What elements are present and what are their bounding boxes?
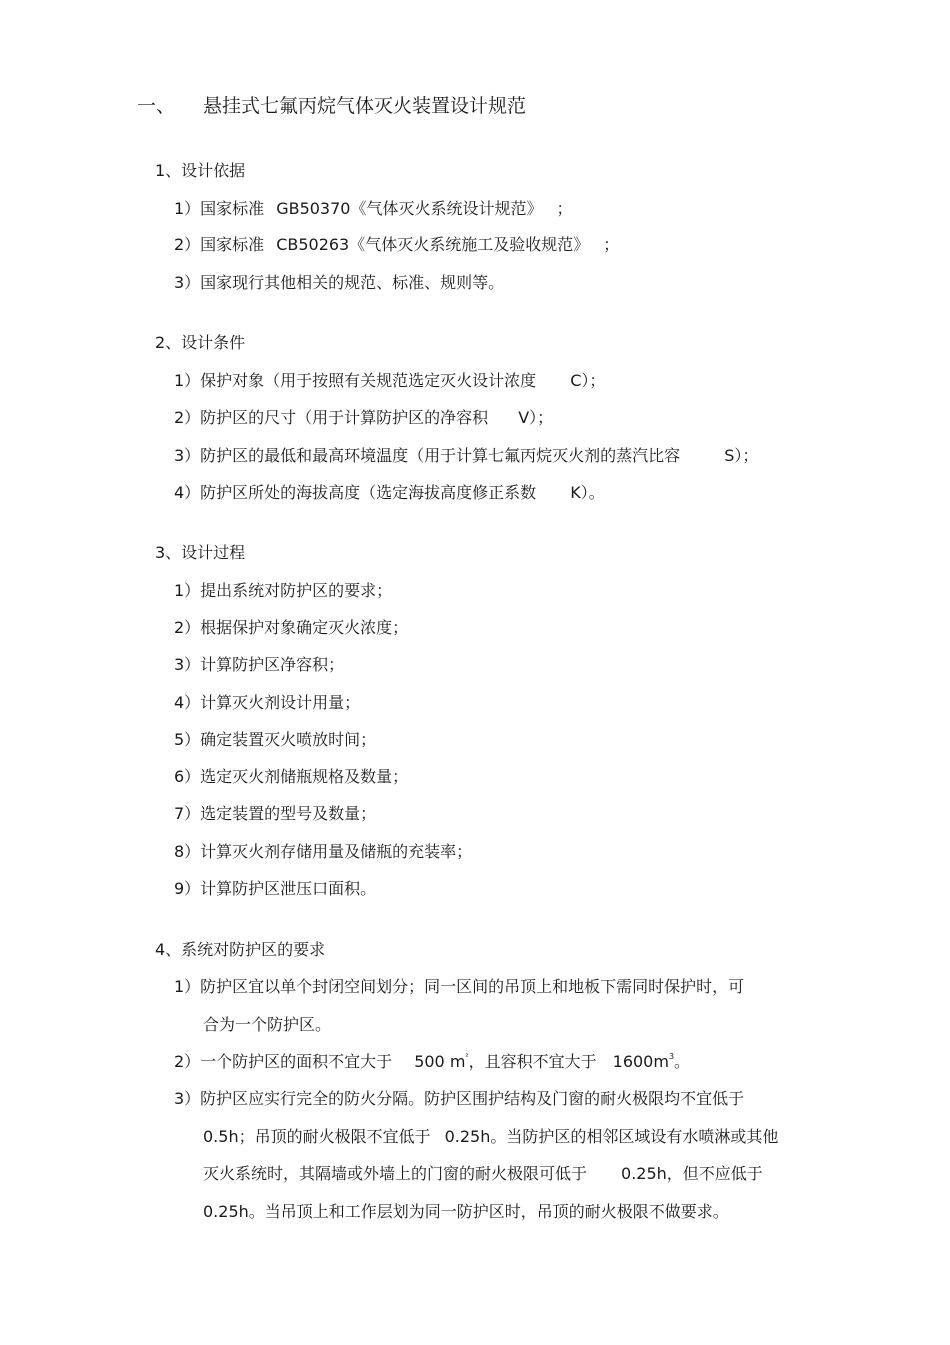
section3-item-9: 9）计算防护区泄压口面积。 bbox=[174, 879, 377, 898]
volume-unit-superscript: 3 bbox=[668, 1052, 675, 1061]
section4-item-3-line-2 bbox=[203, 1125, 778, 1149]
section3-item-5: 5）确定装置灭火喷放时间； bbox=[174, 730, 377, 749]
section3-item-8: 8）计算灭火剂存储用量及储瓶的充装率； bbox=[174, 842, 473, 861]
standard-name: GB50370《气体灭火系统设计规范》 bbox=[276, 199, 543, 218]
area-value: 500 m bbox=[414, 1052, 466, 1071]
section3-item-7: 7）选定装置的型号及数量； bbox=[174, 804, 377, 823]
section2-item-1 bbox=[174, 369, 605, 393]
item-text: 2）一个防护区的面积不宜大于 bbox=[174, 1052, 393, 1071]
document-title bbox=[137, 92, 526, 120]
section1-item-3: 3）国家现行其他相关的规范、标准、规则等。 bbox=[174, 273, 505, 292]
section1-item-1 bbox=[174, 197, 572, 221]
standard-name: CB50263《气体灭火系统施工及验收规范》 bbox=[276, 235, 590, 254]
section4-item-1-line-1: 1）防护区宜以单个封闭空间划分；同一区间的吊顶上和地板下需同时保护时，可 bbox=[174, 977, 745, 996]
item-text: 3）防护区的最低和最高环境温度（用于计算七氟丙烷灭火剂的蒸汽比容 bbox=[174, 446, 681, 465]
section2-item-2 bbox=[174, 406, 553, 430]
item-text: 0.25h，但不应低于 bbox=[621, 1164, 763, 1183]
item-text: ，且容积不宜大于 bbox=[468, 1052, 597, 1071]
item-prefix: 2）国家标准 bbox=[174, 235, 265, 254]
item-text: 灭火系统时，其隔墙或外墙上的门窗的耐火极限可低于 bbox=[203, 1164, 588, 1183]
section3-heading: 3、设计过程 bbox=[155, 543, 246, 562]
area-unit-superscript: ² bbox=[465, 1052, 469, 1061]
item-symbol: K）。 bbox=[570, 483, 605, 502]
item-text: 4）防护区所处的海拔高度（选定海拔高度修正系数 bbox=[174, 483, 537, 502]
item-suffix: 。 bbox=[674, 1052, 691, 1071]
section2-item-4 bbox=[174, 481, 605, 505]
item-text: 0.25h。当防护区的相邻区域设有水喷淋或其他 bbox=[444, 1127, 779, 1146]
item-suffix: ； bbox=[603, 235, 620, 254]
item-text: 0.5h；吊顶的耐火极限不宜低于 bbox=[203, 1127, 431, 1146]
item-text: 1）保护对象（用于按照有关规范选定灭火设计浓度 bbox=[174, 371, 537, 390]
volume-value: 1600m bbox=[612, 1052, 669, 1071]
title-number: 一、 bbox=[137, 95, 176, 117]
section4-item-3-line-4: 0.25h。当吊顶上和工作层划为同一防护区时，吊顶的耐火极限不做要求。 bbox=[203, 1202, 729, 1221]
item-suffix: ； bbox=[556, 199, 573, 218]
section4-item-3-line-1: 3）防护区应实行完全的防火分隔。防护区围护结构及门窗的耐火极限均不宜低于 bbox=[174, 1089, 745, 1108]
title-text: 悬挂式七氟丙烷气体灭火装置设计规范 bbox=[203, 95, 527, 117]
section3-item-3: 3）计算防护区净容积； bbox=[174, 655, 345, 674]
item-symbol: V）； bbox=[518, 408, 554, 427]
item-symbol: S）； bbox=[724, 446, 759, 465]
section3-item-2: 2）根据保护对象确定灭火浓度； bbox=[174, 618, 409, 637]
section3-item-6: 6）选定灭火剂储瓶规格及数量； bbox=[174, 767, 409, 786]
section4-item-2 bbox=[174, 1050, 690, 1074]
section4-heading: 4、系统对防护区的要求 bbox=[155, 940, 326, 959]
section4-item-3-line-3 bbox=[203, 1162, 763, 1186]
item-text: 2）防护区的尺寸（用于计算防护区的净容积 bbox=[174, 408, 489, 427]
section3-item-1: 1）提出系统对防护区的要求； bbox=[174, 581, 393, 600]
section4-item-1-line-2: 合为一个防护区。 bbox=[203, 1015, 332, 1034]
section2-heading: 2、设计条件 bbox=[155, 333, 246, 352]
section2-item-3 bbox=[174, 444, 758, 468]
item-symbol: C）； bbox=[570, 371, 606, 390]
section3-item-4: 4）计算灭火剂设计用量； bbox=[174, 693, 361, 712]
section1-item-2 bbox=[174, 233, 619, 257]
item-prefix: 1）国家标准 bbox=[174, 199, 265, 218]
section1-heading: 1、设计依据 bbox=[155, 161, 246, 180]
